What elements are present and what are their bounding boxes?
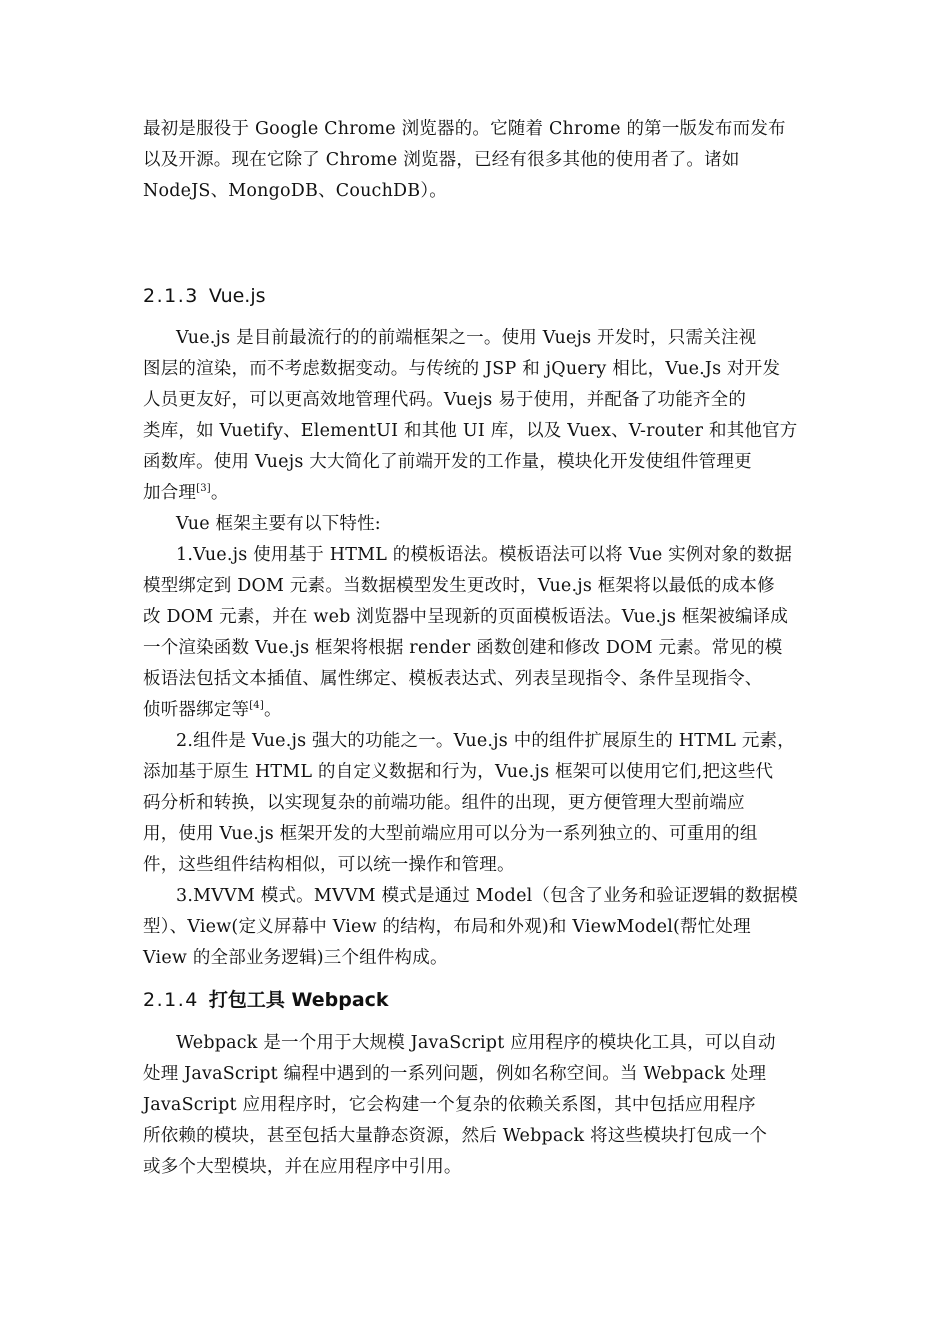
paragraph-line: 以及开源。现在它除了 Chrome 浏览器，已经有很多其他的使用者了。诸如 [143, 150, 740, 170]
paragraph-line: View 的全部业务逻辑)三个组件构成。 [143, 948, 448, 968]
section-2-1-4-body [143, 1028, 811, 1183]
paragraph-line: 改 DOM 元素，并在 web 浏览器中呈现新的页面模板语法。Vue.js 框架被编译成 [143, 607, 789, 627]
section-number: 2.1.3 [143, 285, 199, 307]
paragraph-line: Vue.js 是目前最流行的的前端框架之一。使用 Vuejs 开发时，只需关注视 [176, 328, 757, 348]
paragraph-line: 件，这些组件结构相似，可以统一操作和管理。 [143, 855, 515, 875]
paragraph-line: NodeJS、MongoDB、CouchDB）。 [143, 181, 447, 201]
paragraph-text: 侦听器绑定等 [143, 700, 250, 720]
paragraph-line: 处理 JavaScript 编程中遇到的一系列问题，例如名称空间。当 Webpack 处理 [143, 1064, 767, 1084]
paragraph-line [143, 478, 811, 509]
section-number: 2.1.4 [143, 989, 199, 1011]
paragraph-line: 添加基于原生 HTML 的自定义数据和行为，Vue.js 框架可以使用它们,把这些代 [143, 762, 774, 782]
features-intro: Vue 框架主要有以下特性: [176, 514, 381, 534]
paragraph-line: 人员更友好，可以更高效地管理代码。Vuejs 易于使用，并配备了功能齐全的 [143, 390, 747, 410]
paragraph-line: 2.组件是 Vue.js 强大的功能之一。Vue.js 中的组件扩展原生的 HTML 元素， [176, 731, 795, 751]
paragraph-line: Webpack 是一个用于大规模 JavaScript 应用程序的模块化工具，可以自动 [176, 1033, 776, 1053]
paragraph-line: 所依赖的模块，甚至包括大量静态资源，然后 Webpack 将这些模块打包成一个 [143, 1126, 768, 1146]
paragraph-line: 型）、View(定义屏幕中 View 的结构，布局和外观)和 ViewModel(帮忙处理 [143, 917, 751, 937]
section-title: 打包工具 Webpack [208, 989, 389, 1011]
intro-paragraph [143, 114, 811, 207]
citation-ref: [3] [196, 483, 211, 495]
paragraph-line: 码分析和转换，以实现复杂的前端功能。组件的出现，更方便管理大型前端应 [143, 793, 745, 813]
paragraph-line: 函数库。使用 Vuejs 大大简化了前端开发的工作量，模块化开发使组件管理更 [143, 452, 752, 472]
section-heading-2-1-3 [143, 281, 266, 311]
paragraph-line: 或多个大型模块，并在应用程序中引用。 [143, 1157, 462, 1177]
paragraph-text: 。 [210, 483, 229, 503]
paragraph-text: 。 [263, 700, 282, 720]
paragraph-line: 用，使用 Vue.js 框架开发的大型前端应用可以分为一系列独立的、可重用的组 [143, 824, 758, 844]
paragraph-line: JavaScript 应用程序时，它会构建一个复杂的依赖关系图，其中包括应用程序 [143, 1095, 756, 1115]
paragraph-line: 3.MVVM 模式。MVVM 模式是通过 Model（包含了业务和验证逻辑的数据模 [176, 886, 798, 906]
section-title: Vue.js [208, 285, 266, 307]
paragraph-line: 1.Vue.js 使用基于 HTML 的模板语法。模板语法可以将 Vue 实例对象的数据 [176, 545, 793, 565]
section-heading-2-1-4 [143, 985, 389, 1015]
paragraph-line: 板语法包括文本插值、属性绑定、模板表达式、列表呈现指令、条件呈现指令、 [143, 669, 763, 689]
citation-ref: [4] [249, 700, 264, 712]
section-2-1-3-body [143, 323, 811, 974]
paragraph-line: 模型绑定到 DOM 元素。当数据模型发生更改时，Vue.js 框架将以最低的成本修 [143, 576, 775, 596]
paragraph-line: 图层的渲染，而不考虑数据变动。与传统的 JSP 和 jQuery 相比，Vue.Js 对开发 [143, 359, 781, 379]
paragraph-line: 类库，如 Vuetify、ElementUI 和其他 UI 库，以及 Vuex、V-router 和其他官方 [143, 421, 798, 441]
paragraph-line [143, 695, 811, 726]
paragraph-line: 最初是服役于 Google Chrome 浏览器的。它随着 Chrome 的第一版发布而发布 [143, 119, 786, 139]
paragraph-line: 一个渲染函数 Vue.js 框架将根据 render 函数创建和修改 DOM 元素。常见的模 [143, 638, 783, 658]
paragraph-text: 加合理 [143, 483, 197, 503]
